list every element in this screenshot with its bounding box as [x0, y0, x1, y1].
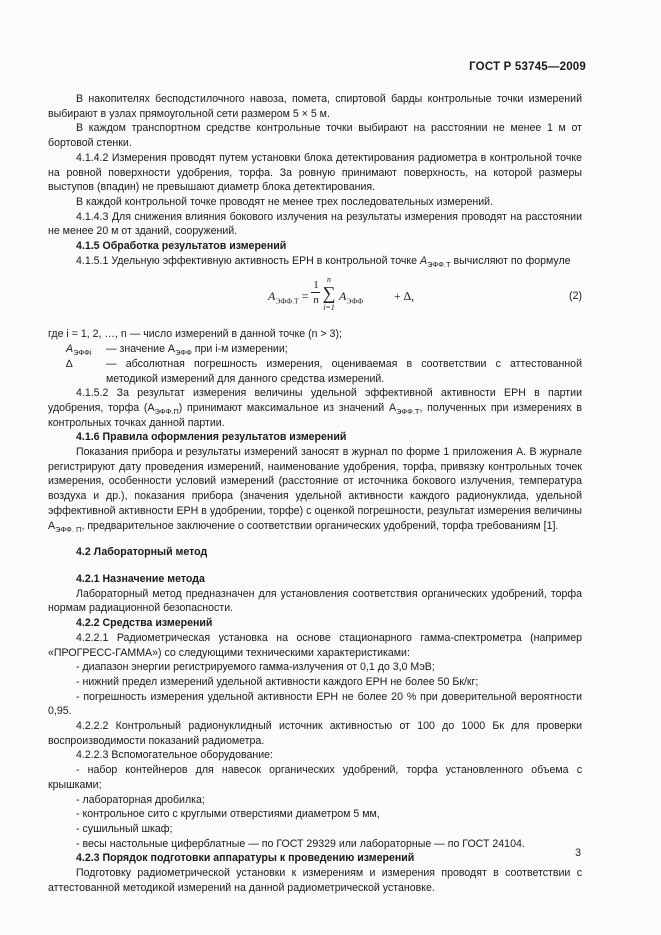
- list-item: - набор контейнеров для навесок органических удобрений, торфа установленного объема с крышками;: [48, 764, 582, 791]
- where-clause: где i = 1, 2, …, n — число измерений в данной точке (n > 3);: [48, 328, 342, 341]
- formula-lhs: $A_{ЭФФ.Т}$ =: [268, 289, 309, 306]
- paragraph: 4.1.4.2 Измерения проводят путем установки блока детектирования радиометра в контрольной точке на ровной поверхности удобрения, торфа. За ровную принимают поверхность, на которой размеры выступов (впадин) не превышают диаметр блока детектирования.: [48, 151, 582, 194]
- where-definition: $A_{ЭФФi}$ — значение $A_{ЭФФ}$ при i-м измерении;: [66, 343, 288, 358]
- document-header: ГОСТ Р 53745—2009: [469, 61, 586, 73]
- paragraph: Показания прибора и результаты измерений заносят в журнал по форме 1 приложения А. В журнале регистрируют дату проведения измерений, наименование удобрения, торфа, привязку контрольных точек измерения, особенности условий измерений (расстояние от источника бокового излучения, температура воздуха и др.), показания прибора (значения удельной активности каждого радионуклида, удельной эффективной активности ЕРН в удобрении, торфе) с оценкой погрешности, результат измерения величины $A_{ЭФФ. П}$, предварительное заключение о соответствии органических удобрений, торфа требованиям [1].: [48, 446, 582, 534]
- paragraph: 4.1.4.3 Для снижения влияния бокового излучения на результаты измерения проводят на расстоянии не менее 20 м от зданий, сооружений.: [48, 210, 582, 238]
- paragraph: Подготовку радиометрической установки к измерениям и измерения проводят в соответствии с аттестованной методикой измерений на данной радиометрической установке.: [48, 867, 582, 894]
- list-item: - весы настольные циферблатные — по ГОСТ 29329 или лабораторные — по ГОСТ 24104.: [76, 837, 525, 850]
- page-number: 3: [575, 847, 581, 859]
- list-item: - диапазон энергии регистрируемого гамма-излучения от 0,1 до 3,0 МэВ;: [76, 661, 435, 674]
- formula-fraction: 1 n: [311, 279, 321, 306]
- paragraph: 4.1.5.2 За результат измерения величины удельной эффективной активности ЕРН в партии удобрения, торфа $(A_{ЭФФ.П})$ принимают максимальное из значений $A_{ЭФФ.Т}$, полученных при измерениях в контрольных точках данной партии.: [48, 387, 582, 429]
- list-item: - контрольное сито с круглыми отверстиями диаметром 5 мм,: [76, 808, 380, 821]
- formula-plus-delta: + ∆,: [394, 289, 415, 304]
- sum-symbol: n ∑ i=1: [322, 275, 336, 313]
- paragraph: В каждой контрольной точке проводят не менее трех последовательных измерений.: [76, 195, 494, 208]
- list-item: - лабораторная дробилка;: [76, 793, 205, 806]
- formula-term: $A_{ЭФФ}$: [339, 289, 364, 306]
- section-heading: 4.2.2 Средства измерений: [76, 617, 213, 630]
- section-heading: 4.2.1 Назначение метода: [76, 572, 205, 585]
- formula: [48, 269, 582, 327]
- paragraph: 4.2.2.2 Контрольный радионуклидный источник активностью от 100 до 1000 Бк для проверки воспроизводимости показаний радиометра.: [48, 720, 582, 747]
- section-heading: 4.2.3 Порядок подготовки аппаратуры к проведению измерений: [76, 852, 415, 865]
- document-body: [48, 92, 582, 895]
- section-heading: 4.1.5 Обработка результатов измерений: [76, 240, 287, 253]
- formula-number: (2): [569, 290, 582, 303]
- list-item: - погрешность измерения удельной активности ЕРН не более 20 % при доверительной вероятности 0,95.: [48, 690, 582, 718]
- paragraph: В накопителях бесподстилочного навоза, помета, спиртовой барды контрольные точки измерений выбирают в узлах прямоугольной сети размером 5 × 5 м.: [48, 93, 582, 120]
- where-definition: ∆ — абсолютная погрешность измерения, оцениваемая в соответствии с аттестованной методикой измерений для данного средства измерений.: [66, 357, 582, 385]
- paragraph: Лабораторный метод предназначен для установления соответствия органических удобрений, торфа нормам радиационной безопасности.: [48, 587, 582, 615]
- paragraph: В каждом транспортном средстве контрольные точки выбирают на расстоянии не менее 1 м от бортовой стенки.: [48, 122, 582, 150]
- list-item: - сушильный шкаф;: [76, 822, 173, 835]
- section-heading: 4.1.6 Правила оформления результатов измерений: [76, 431, 347, 444]
- section-heading: 4.2 Лабораторный метод: [76, 546, 208, 559]
- list-item: - нижний предел измерений удельной активности каждого ЕРН не более 50 Бк/кг;: [76, 675, 479, 688]
- paragraph: 4.2.2.1 Радиометрическая установка на основе стационарного гамма-спектрометра (например «ПРОГРЕСС-ГАММА») со следующими техническими характеристиками:: [48, 631, 582, 659]
- paragraph: 4.2.2.3 Вспомогательное оборудование:: [76, 749, 273, 762]
- paragraph: 4.1.5.1 Удельную эффективную активность ЕРН в контрольной точке $A_{ЭФФ.Т}$ вычисляют по формуле: [76, 254, 571, 269]
